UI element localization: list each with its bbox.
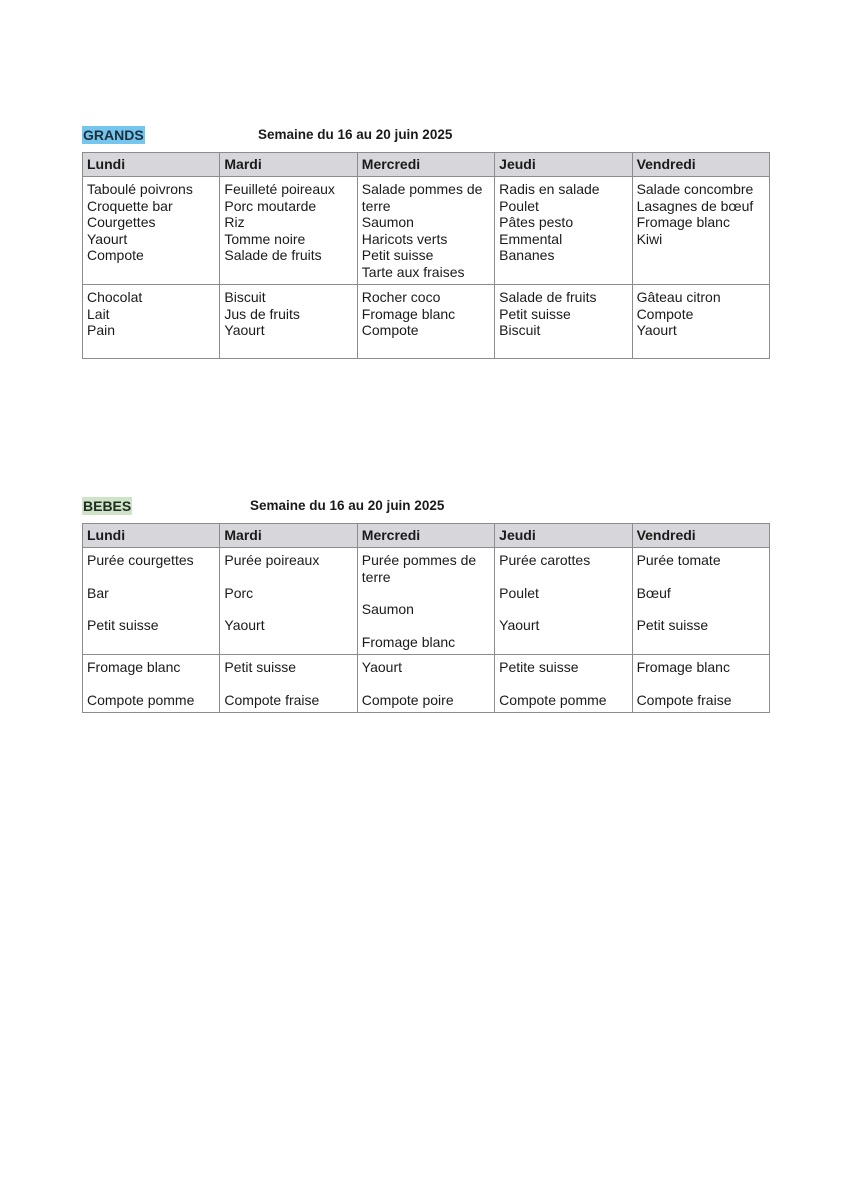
menu-item: Emmental: [499, 230, 563, 247]
menu-cell: [83, 177, 220, 285]
week-title: Semaine du 16 au 20 juin 2025: [250, 498, 445, 513]
day-header-jeudi: Jeudi: [495, 524, 632, 548]
menu-cell: [220, 655, 357, 713]
table-header-row: [83, 153, 770, 177]
menu-item: Salade pommes de terre: [361, 181, 483, 214]
menu-item: Fromage blanc: [636, 214, 730, 230]
menu-cell: [83, 655, 220, 713]
grands-menu-table: [82, 152, 770, 359]
menu-item: Purée pommes de terre: [361, 552, 477, 585]
menu-item: Riz: [224, 214, 245, 230]
menu-item: Compote: [636, 305, 694, 322]
menu-item: Salade de fruits: [224, 247, 322, 263]
menu-item: Salade de fruits: [499, 289, 597, 305]
snack-row: [83, 655, 770, 713]
menu-item: Purée poireaux: [224, 552, 320, 568]
menu-item: Porc moutarde: [224, 197, 317, 214]
grands-section: [82, 126, 772, 359]
day-header-mercredi: Mercredi: [357, 524, 494, 548]
menu-item: Courgettes: [87, 214, 156, 230]
menu-item: Bananes: [499, 247, 555, 263]
day-header-vendredi: Vendredi: [632, 153, 769, 177]
menu-item: Haricots verts: [361, 230, 448, 247]
menu-item: Jus de fruits: [224, 305, 300, 322]
menu-item: Taboulé poivrons: [87, 181, 193, 197]
menu-item: Compote fraise: [636, 691, 732, 708]
menu-cell: [220, 285, 357, 359]
menu-item: Yaourt: [224, 617, 265, 633]
menu-item: Yaourt: [636, 322, 677, 338]
menu-item: Compote: [361, 322, 419, 338]
menu-item: Poulet: [499, 197, 539, 214]
day-header-mardi: Mardi: [220, 524, 357, 548]
menu-cell: [83, 548, 220, 655]
week-title: Semaine du 16 au 20 juin 2025: [258, 127, 453, 142]
menu-item: Yaourt: [499, 617, 540, 633]
day-header-mardi: Mardi: [220, 153, 357, 177]
menu-item: Poulet: [499, 584, 539, 601]
menu-item: Petite suisse: [499, 659, 579, 675]
menu-item: Petit suisse: [224, 659, 296, 675]
menu-item: Radis en salade: [499, 181, 600, 197]
menu-item: Yaourt: [361, 659, 402, 675]
bebes-menu-table: [82, 523, 770, 713]
menu-item: Feuilleté poireaux: [224, 181, 335, 197]
day-header-vendredi: Vendredi: [632, 524, 769, 548]
menu-item: Purée carottes: [499, 552, 591, 568]
menu-item: Salade concombre: [636, 181, 754, 197]
menu-item: Fromage blanc: [87, 659, 181, 675]
grands-heading: [82, 126, 772, 146]
menu-item: Saumon: [361, 601, 414, 617]
menu-item: Compote: [87, 247, 144, 263]
menu-cell: [357, 655, 494, 713]
menu-item: Fromage blanc: [636, 659, 730, 675]
menu-item: Petit suisse: [636, 617, 709, 633]
menu-item: Gâteau citron: [636, 289, 721, 305]
menu-item: Compote pomme: [499, 691, 607, 708]
menu-item: Tomme noire: [224, 230, 306, 247]
menu-item: Saumon: [361, 214, 414, 230]
menu-item: Yaourt: [224, 322, 265, 338]
menu-cell: [495, 177, 632, 285]
menu-cell: [632, 655, 769, 713]
menu-item: Compote poire: [361, 691, 454, 708]
menu-cell: [220, 548, 357, 655]
lunch-row: [83, 548, 770, 655]
menu-cell: [495, 548, 632, 655]
menu-item: Rocher coco: [361, 289, 441, 305]
menu-cell: [357, 285, 494, 359]
menu-item: Porc: [224, 584, 254, 601]
menu-cell: [357, 177, 494, 285]
menu-item: Pain: [87, 322, 116, 338]
day-header-mercredi: Mercredi: [357, 153, 494, 177]
menu-item: Fromage blanc: [361, 305, 456, 322]
group-label: BEBES: [83, 498, 132, 514]
table-header-row: [83, 524, 770, 548]
menu-item: Purée courgettes: [87, 552, 194, 568]
menu-item: Compote fraise: [224, 691, 320, 708]
menu-cell: [83, 285, 220, 359]
menu-cell: [632, 548, 769, 655]
bebes-heading: [82, 497, 772, 517]
menu-item: Lasagnes de bœuf: [636, 197, 754, 214]
menu-cell: [357, 548, 494, 655]
menu-item: Fromage blanc: [361, 633, 456, 650]
menu-item: Petit suisse: [87, 617, 159, 633]
bebes-section: [82, 497, 772, 713]
menu-cell: [220, 177, 357, 285]
lunch-row: [83, 177, 770, 285]
menu-item: Compote pomme: [87, 691, 195, 708]
menu-item: Chocolat: [87, 289, 143, 305]
menu-item: Pâtes pesto: [499, 214, 574, 230]
snack-row: [83, 285, 770, 359]
menu-item: Tarte aux fraises: [361, 263, 465, 280]
menu-item: Lait: [87, 305, 110, 322]
menu-item: Bar: [87, 584, 109, 601]
day-header-lundi: Lundi: [83, 524, 220, 548]
menu-item: Kiwi: [636, 230, 663, 247]
menu-item: Biscuit: [499, 322, 541, 338]
menu-cell: [495, 655, 632, 713]
menu-item: Purée tomate: [636, 552, 721, 568]
menu-item: Croquette bar: [87, 197, 173, 214]
menu-item: Biscuit: [224, 289, 266, 305]
group-label: GRANDS: [83, 127, 144, 143]
menu-item: Petit suisse: [499, 305, 571, 322]
menu-cell: [495, 285, 632, 359]
menu-item: Bœuf: [636, 584, 671, 601]
menu-cell: [632, 177, 769, 285]
day-header-lundi: Lundi: [83, 153, 220, 177]
menu-item: Petit suisse: [361, 247, 434, 263]
day-header-jeudi: Jeudi: [495, 153, 632, 177]
menu-cell: [632, 285, 769, 359]
menu-item: Yaourt: [87, 230, 128, 247]
